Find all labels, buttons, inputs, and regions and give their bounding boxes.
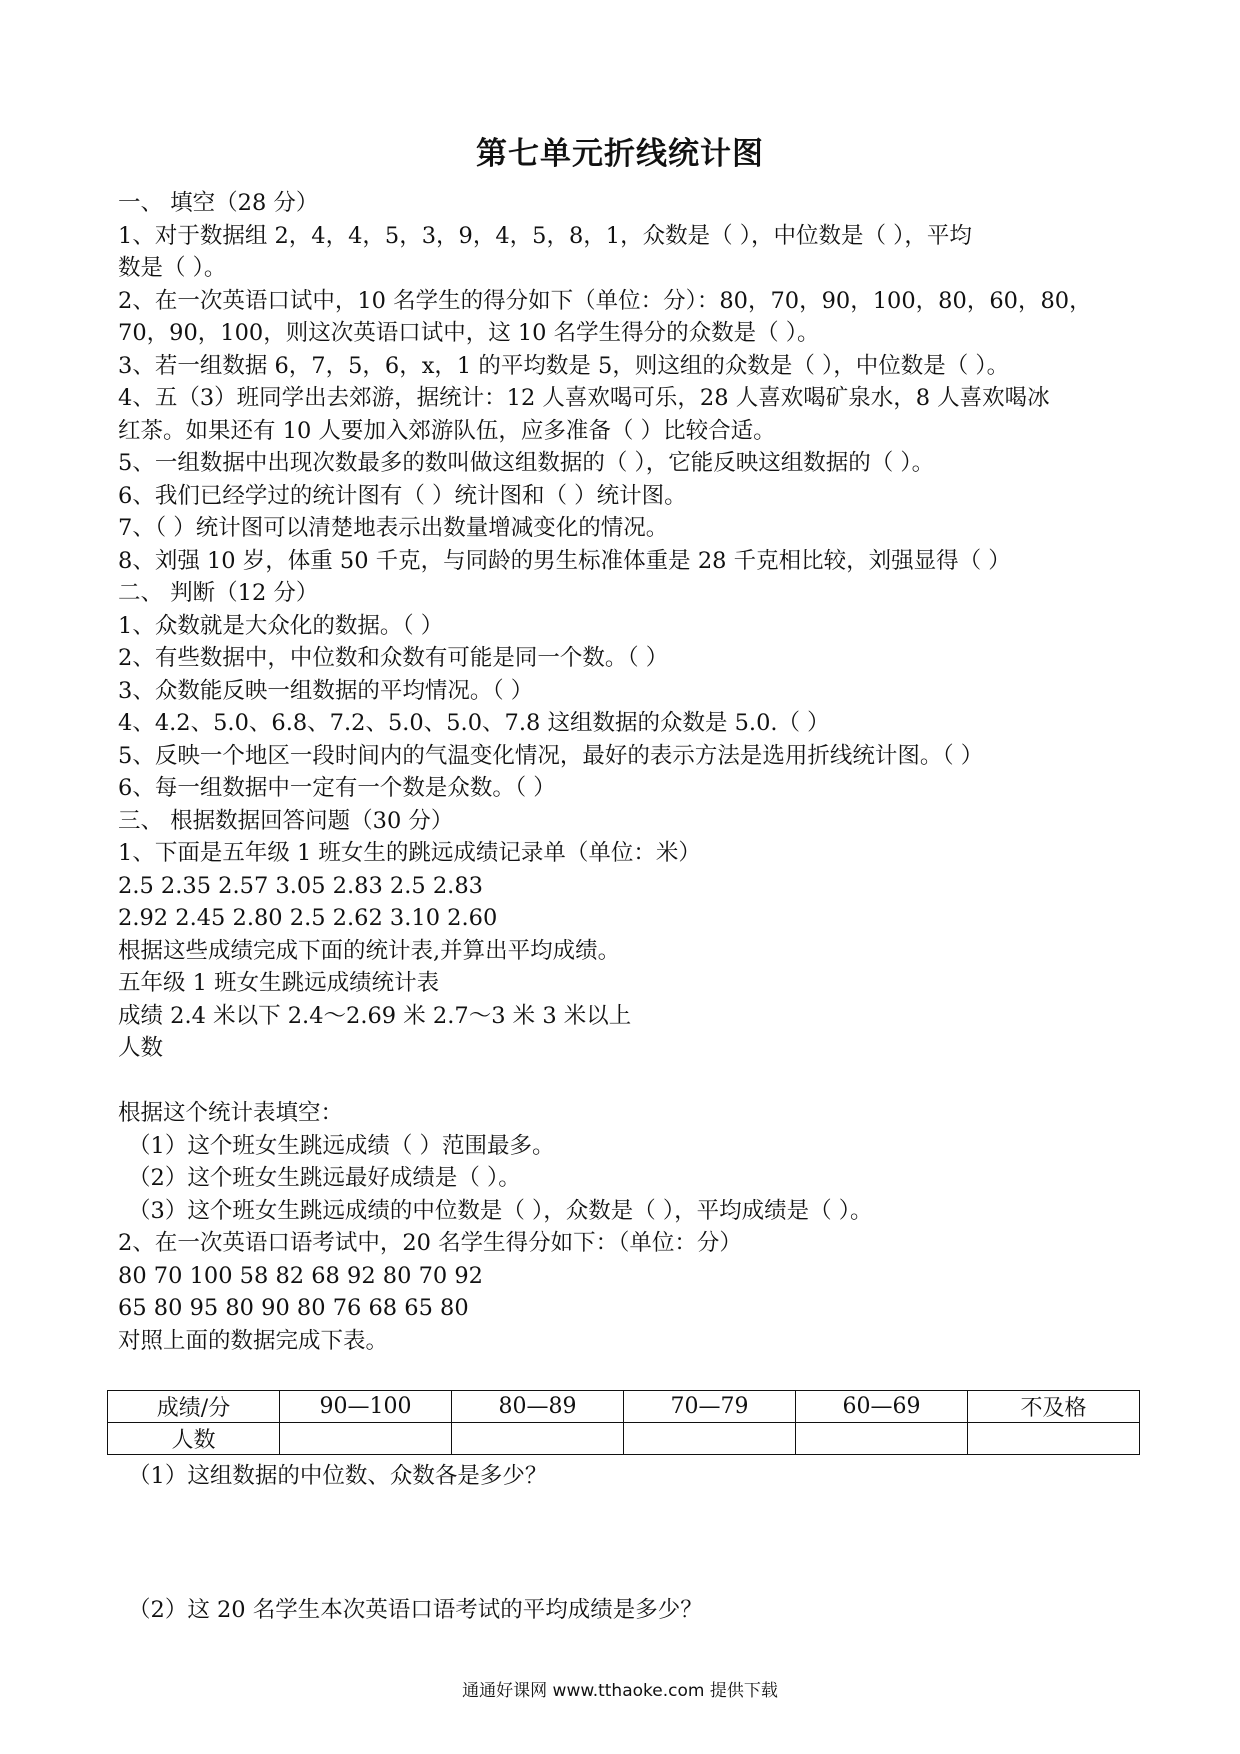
text-line: 65 80 95 80 90 80 76 68 65 80 [118,1295,469,1321]
text-line: 成绩 2.4 米以下 2.4～2.69 米 2.7～3 米 3 米以上 [118,1002,632,1029]
text-line: 数是（ ）。 [118,255,227,281]
table-header-cell: 80—89 [452,1391,624,1423]
text-line: 2.92 2.45 2.80 2.5 2.62 3.10 2.60 [118,905,498,931]
text-line: 红茶。如果还有 10 人要加入郊游队伍，应多准备（ ）比较合适。 [118,417,776,444]
text-line: 人数 [118,1035,164,1061]
text-line: 70，90，100，则这次英语口试中，这 10 名学生得分的众数是（ ）。 [118,320,820,346]
worksheet-body [118,187,1138,1357]
text-line: （2）这个班女生跳远最好成绩是（ ）。 [128,1165,521,1191]
question-line: （2）这 20 名学生本次英语口语考试的平均成绩是多少？ [128,1597,703,1623]
text-line: 一、 填空（28 分） [118,190,319,216]
text-line: 二、 判断（12 分） [118,580,319,606]
table-row [108,1423,1140,1455]
text-line: 5、一组数据中出现次数最多的数叫做这组数据的（ ），它能反映这组数据的（ ）。 [118,450,935,476]
text-line: 8、刘强 10 岁，体重 50 千克，与同龄的男生标准体重是 28 千克相比较，刘强显得（ ） [118,547,1011,574]
table-header-row [108,1391,1140,1423]
answer-cell[interactable] [280,1423,452,1455]
score-distribution-table [107,1390,1140,1455]
answer-cell[interactable] [452,1423,624,1455]
text-line: 1、对于数据组 2，4，4，5，3，9，4，5，8，1，众数是（ ），中位数是（ ），平均 [118,222,972,249]
text-line: 2、有些数据中，中位数和众数有可能是同一个数。（ ） [118,645,669,671]
table-header-cell: 60—69 [796,1391,968,1423]
text-line: （3）这个班女生跳远成绩的中位数是（ ），众数是（ ），平均成绩是（ ）。 [128,1197,873,1224]
answer-cell[interactable] [796,1423,968,1455]
text-line: 2、在一次英语口试中，10 名学生的得分如下（单位：分）：80，70，90，100，80，60，80， [118,287,1092,314]
text-line: 80 70 100 58 82 68 92 80 70 92 [118,1262,483,1289]
text-line: 4、4.2、5.0、6.8、7.2、5.0、5.0、7.8 这组数据的众数是 5.0.（ ） [118,710,830,736]
text-line: 1、下面是五年级 1 班女生的跳远成绩记录单（单位：米） [118,840,701,866]
text-line: 1、众数就是大众化的数据。（ ） [118,612,444,639]
text-line [118,1065,1138,1098]
table-header-cell: 70—79 [624,1391,796,1423]
text-line: 对照上面的数据完成下表。 [118,1327,389,1354]
answer-cell[interactable] [968,1423,1140,1455]
table-row-label: 人数 [108,1423,280,1455]
table-header-cell: 成绩/分 [108,1391,280,1423]
text-line: 6、我们已经学过的统计图有（ ）统计图和（ ）统计图。 [118,482,687,509]
text-line: 3、众数能反映一组数据的平均情况。（ ） [118,677,534,704]
text-line: 根据这个统计表填空： [118,1100,344,1126]
text-line: 2、在一次英语口语考试中，20 名学生得分如下：（单位：分） [118,1230,742,1256]
question-line: （1）这组数据的中位数、众数各是多少？ [128,1463,548,1489]
table-header-cell: 90—100 [280,1391,452,1423]
page-title: 第七单元折线统计图 [476,136,764,172]
text-line: 4、五（3）班同学出去郊游，据统计：12 人喜欢喝可乐，28 人喜欢喝矿泉水，8 人喜欢喝冰 [118,385,1050,411]
text-line: 6、每一组数据中一定有一个数是众数。（ ） [118,775,556,801]
answer-cell[interactable] [624,1423,796,1455]
text-line: 根据这些成绩完成下面的统计表,并算出平均成绩。 [118,937,621,964]
footer-credit: 通通好课网 www.tthaoke.com 提供下载 [462,1681,778,1701]
text-line: 五年级 1 班女生跳远成绩统计表 [118,970,440,996]
table-header-cell: 不及格 [968,1391,1140,1423]
text-line: 7、（ ）统计图可以清楚地表示出数量增减变化的情况。 [118,515,669,541]
text-line: 2.5 2.35 2.57 3.05 2.83 2.5 2.83 [118,872,483,899]
text-line: （1）这个班女生跳远成绩（ ）范围最多。 [128,1132,555,1159]
text-line: 三、 根据数据回答问题（30 分） [118,807,454,834]
text-line: 5、反映一个地区一段时间内的气温变化情况，最好的表示方法是选用折线统计图。（ ） [118,742,984,769]
text-line: 3、若一组数据 6，7，5，6，x，1 的平均数是 5，则这组的众数是（ ），中位数是（ ）。 [118,352,1010,379]
